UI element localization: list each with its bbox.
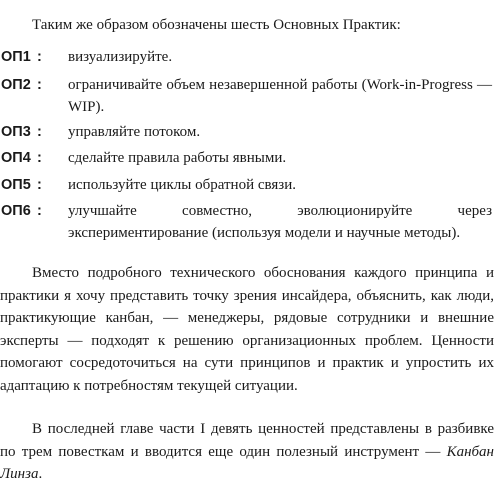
practice-code: ОП1 <box>1 49 31 65</box>
practice-code: ОП3 <box>1 124 31 140</box>
practice-text: визуализируйте. <box>68 49 173 65</box>
practice-code: ОП5 <box>1 177 31 193</box>
practice-colon: : <box>37 150 42 166</box>
practice-text: управляйте потоком. <box>68 124 201 140</box>
practice-text: улучшайте совместно, эволюционируйте через экспериментирование (используя модели и научные методы). <box>68 203 492 241</box>
practice-text: сделайте правила работы явными. <box>68 150 287 166</box>
emphasis-text: Канбан Линза <box>0 443 494 483</box>
practice-code: ОП2 <box>1 77 31 93</box>
paragraph-end: . <box>38 466 43 483</box>
practice-text: используйте циклы обратной связи. <box>68 177 297 193</box>
practice-colon: : <box>37 177 42 193</box>
body-paragraph-1: Вместо подробного технического обоснования каждого принципа и практики я хочу представить точку зрения инсайдера, объяснить, как люди, практикующие канбан, — менеджеры, рядовые сотрудники и внешние эксперты — подходят к решению организационных проблем. Ценности помогают сосредоточиться на сути принципов и практик и упростить их адаптацию к потребностям текущей ситуации. <box>0 265 494 394</box>
practice-colon: : <box>37 49 42 65</box>
intro-line: Таким же образом обозначены шесть Основных Практик: <box>32 17 401 33</box>
practice-colon: : <box>37 124 42 140</box>
body-paragraph-2 <box>0 418 494 486</box>
practice-code: ОП6 <box>1 203 31 219</box>
practice-colon: : <box>37 77 42 93</box>
paragraph-text: В последней главе части I девять ценностей представлены в разбивке по трем повесткам и вводится еще один полезный инструмент — <box>0 421 494 460</box>
practice-text: ограничивайте объем незавершенной работы (Work-in-Progress — WIP). <box>68 77 492 115</box>
practice-colon: : <box>37 203 42 219</box>
practice-code: ОП4 <box>1 150 31 166</box>
